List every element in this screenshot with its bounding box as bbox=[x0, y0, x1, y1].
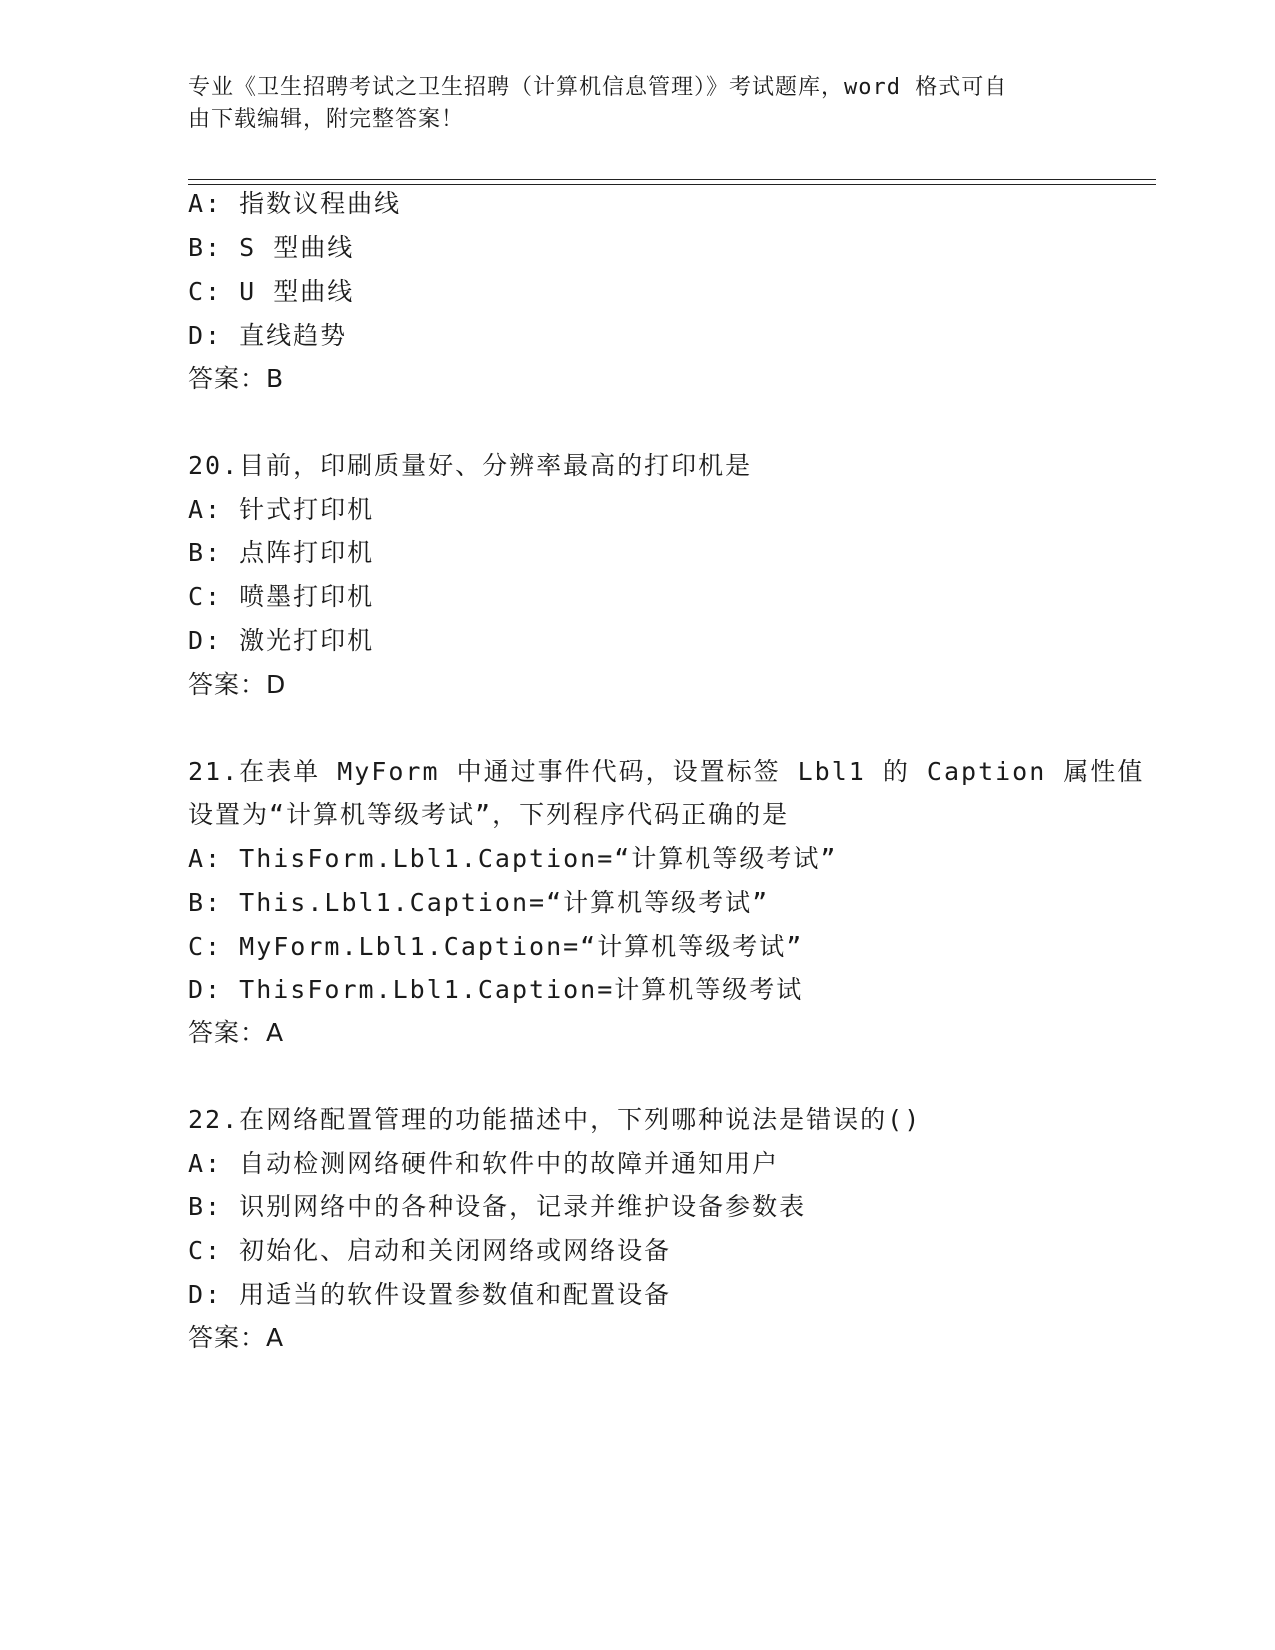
q22-stem: 22.在网络配置管理的功能描述中，下列哪种说法是错误的() bbox=[188, 1105, 922, 1134]
header-divider-top bbox=[188, 179, 1156, 180]
q21-option-b: B: This.Lbl1.Caption=“计算机等级考试” bbox=[188, 888, 770, 917]
header-divider-bottom bbox=[188, 184, 1156, 185]
q20-option-d: D: 激光打印机 bbox=[188, 626, 375, 655]
q20-answer: 答案：D bbox=[188, 670, 287, 699]
q21-answer: 答案：A bbox=[188, 1018, 285, 1047]
document-header bbox=[188, 72, 1068, 136]
q20-option-a: A: 针式打印机 bbox=[188, 495, 375, 524]
q20-option-c: C: 喷墨打印机 bbox=[188, 582, 375, 611]
q22-option-c: C: 初始化、启动和关闭网络或网络设备 bbox=[188, 1236, 672, 1265]
header-line-1: 专业《卫生招聘考试之卫生招聘（计算机信息管理）》考试题库，word 格式可自 bbox=[188, 75, 1008, 100]
q21-stem-line-1: 21.在表单 MyForm 中通过事件代码，设置标签 Lbl1 的 Caption 属性值 bbox=[188, 757, 1145, 786]
q21-option-d: D: ThisForm.Lbl1.Caption=计算机等级考试 bbox=[188, 975, 804, 1004]
q20-stem: 20.目前，印刷质量好、分辨率最高的打印机是 bbox=[188, 451, 753, 480]
q22-option-d: D: 用适当的软件设置参数值和配置设备 bbox=[188, 1280, 672, 1309]
q22-answer: 答案：A bbox=[188, 1323, 285, 1352]
q22-option-a: A: 自动检测网络硬件和软件中的故障并通知用户 bbox=[188, 1149, 780, 1178]
q19-option-d: D: 直线趋势 bbox=[188, 321, 348, 350]
header-line-2: 由下载编辑，附完整答案！ bbox=[188, 107, 465, 132]
q19-option-b: B: S 型曲线 bbox=[188, 233, 355, 262]
q19-option-a: A: 指数议程曲线 bbox=[188, 189, 402, 218]
q19-answer: 答案：B bbox=[188, 364, 285, 393]
q21-option-a: A: ThisForm.Lbl1.Caption=“计算机等级考试” bbox=[188, 844, 838, 873]
q20-option-b: B: 点阵打印机 bbox=[188, 538, 375, 567]
q19-option-c: C: U 型曲线 bbox=[188, 277, 355, 306]
q22-option-b: B: 识别网络中的各种设备，记录并维护设备参数表 bbox=[188, 1192, 807, 1221]
q21-stem-line-2: 设置为“计算机等级考试”，下列程序代码正确的是 bbox=[188, 800, 790, 829]
q21-option-c: C: MyForm.Lbl1.Caption=“计算机等级考试” bbox=[188, 932, 804, 961]
